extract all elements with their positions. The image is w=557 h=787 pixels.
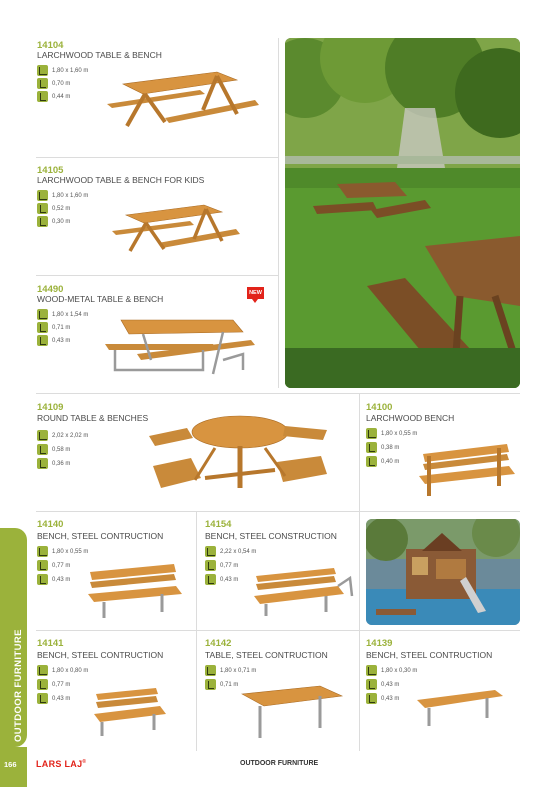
- spec-footprint: 1,80 x 0,55 m: [366, 428, 417, 439]
- product-title: LARCHWOOD BENCH: [366, 413, 455, 423]
- spec-footprint: 1,80 x 0,55 m: [37, 546, 88, 557]
- lars-laj-logo: LARS LAJ®: [36, 759, 87, 769]
- divider: [36, 511, 520, 512]
- section-tab-label: OUTDOOR FURNITURE: [13, 629, 24, 742]
- larchwood-bench-image: [415, 444, 515, 499]
- product-title: LARCHWOOD TABLE & BENCH: [37, 50, 162, 60]
- spec-seat-height: 0,43 m: [205, 574, 238, 585]
- spec-seat-height: 0,36 m: [37, 458, 70, 469]
- spec-footprint: 2,22 x 0,54 m: [205, 546, 256, 557]
- spec-seat-height: 0,43 m: [366, 693, 399, 704]
- height-icon: [366, 442, 377, 453]
- spec-height: 0,43 m: [366, 679, 399, 690]
- product-title: BENCH, STEEL CONTRUCTION: [37, 531, 164, 541]
- steel-bench-no-back-image: [415, 688, 505, 730]
- spec-seat-height: 0,43 m: [37, 335, 70, 346]
- product-code: 14490: [37, 284, 64, 295]
- spec-height: 0,52 m: [37, 203, 70, 214]
- spec-footprint: 1,80 x 1,54 m: [37, 309, 88, 320]
- dimensions-icon: [37, 665, 48, 676]
- product-title: WOOD-METAL TABLE & BENCH: [37, 294, 164, 304]
- seat-height-icon: [37, 458, 48, 469]
- product-code: 14139: [366, 638, 393, 649]
- spec-footprint: 1,80 x 0,80 m: [37, 665, 88, 676]
- dimensions-icon: [205, 665, 216, 676]
- product-code: 14140: [37, 519, 64, 530]
- spec-height: 0,70 m: [37, 78, 70, 89]
- seat-height-icon: [37, 335, 48, 346]
- seat-height-icon: [37, 574, 48, 585]
- divider: [36, 275, 278, 276]
- product-code: 14142: [205, 638, 232, 649]
- divider: [359, 511, 360, 751]
- height-icon: [205, 560, 216, 571]
- steel-table-image: [240, 684, 344, 742]
- wood-metal-table-image: [103, 314, 258, 384]
- product-title: TABLE, STEEL CONTRUCTION: [205, 650, 328, 660]
- product-code: 14154: [205, 519, 232, 530]
- divider: [36, 630, 520, 631]
- product-code: 14141: [37, 638, 64, 649]
- dimensions-icon: [37, 65, 48, 76]
- spec-footprint: 1,80 x 1,60 m: [37, 190, 88, 201]
- section-side-tab: [0, 528, 27, 747]
- spec-footprint: 1,80 x 1,60 m: [37, 65, 88, 76]
- spec-seat-height: 0,44 m: [37, 91, 70, 102]
- seat-height-icon: [37, 91, 48, 102]
- product-code: 14105: [37, 165, 64, 176]
- seat-height-icon: [366, 693, 377, 704]
- spec-seat-height: 0,43 m: [37, 693, 70, 704]
- product-title: BENCH, STEEL CONTRUCTION: [366, 650, 493, 660]
- spec-height: 0,71 m: [205, 679, 238, 690]
- spec-seat-height: 0,30 m: [37, 216, 70, 227]
- footer-title: OUTDOOR FURNITURE: [240, 760, 319, 767]
- product-code: 14104: [37, 40, 64, 51]
- seat-height-icon: [37, 216, 48, 227]
- spec-height: 0,77 m: [37, 560, 70, 571]
- spec-height: 0,38 m: [366, 442, 399, 453]
- spec-footprint: 1,80 x 0,71 m: [205, 665, 256, 676]
- spec-footprint: 2,02 x 2,02 m: [37, 430, 88, 441]
- spec-height: 0,77 m: [37, 679, 70, 690]
- park-scene-photo: [285, 38, 520, 388]
- divider: [36, 157, 278, 158]
- playground-photo: [366, 519, 520, 625]
- steel-bench-image: [88, 562, 183, 622]
- picnic-table-image: [105, 66, 265, 134]
- dimensions-icon: [37, 430, 48, 441]
- divider: [36, 393, 520, 394]
- height-icon: [37, 444, 48, 455]
- dimensions-icon: [366, 428, 377, 439]
- product-title: BENCH, STEEL CONSTRUCTION: [205, 531, 337, 541]
- height-icon: [37, 679, 48, 690]
- dimensions-icon: [366, 665, 377, 676]
- height-icon: [37, 203, 48, 214]
- spec-seat-height: 0,40 m: [366, 456, 399, 467]
- product-title: BENCH, STEEL CONTRUCTION: [37, 650, 164, 660]
- spec-height: 0,71 m: [37, 322, 70, 333]
- steel-bench-small-image: [92, 686, 170, 740]
- spec-footprint: 1,80 x 0,30 m: [366, 665, 417, 676]
- height-icon: [366, 679, 377, 690]
- dimensions-icon: [37, 190, 48, 201]
- height-icon: [37, 78, 48, 89]
- seat-height-icon: [205, 574, 216, 585]
- height-icon: [37, 322, 48, 333]
- page-number: 166: [4, 760, 17, 769]
- product-title: LARCHWOOD TABLE & BENCH FOR KIDS: [37, 175, 205, 185]
- divider: [196, 511, 197, 751]
- new-badge: NEW: [247, 287, 264, 299]
- divider: [278, 38, 279, 388]
- height-icon: [37, 560, 48, 571]
- dimensions-icon: [37, 546, 48, 557]
- spec-height: 0,77 m: [205, 560, 238, 571]
- product-code: 14109: [37, 402, 64, 413]
- seat-height-icon: [366, 456, 377, 467]
- product-code: 14100: [366, 402, 393, 413]
- dimensions-icon: [205, 546, 216, 557]
- spec-height: 0,58 m: [37, 444, 70, 455]
- steel-bench-armrest-image: [252, 566, 354, 618]
- divider: [359, 393, 360, 511]
- height-icon: [205, 679, 216, 690]
- product-title: ROUND TABLE & BENCHES: [37, 413, 149, 423]
- spec-seat-height: 0,43 m: [37, 574, 70, 585]
- seat-height-icon: [37, 693, 48, 704]
- dimensions-icon: [37, 309, 48, 320]
- kids-picnic-table-image: [112, 199, 247, 261]
- round-table-image: [145, 408, 335, 508]
